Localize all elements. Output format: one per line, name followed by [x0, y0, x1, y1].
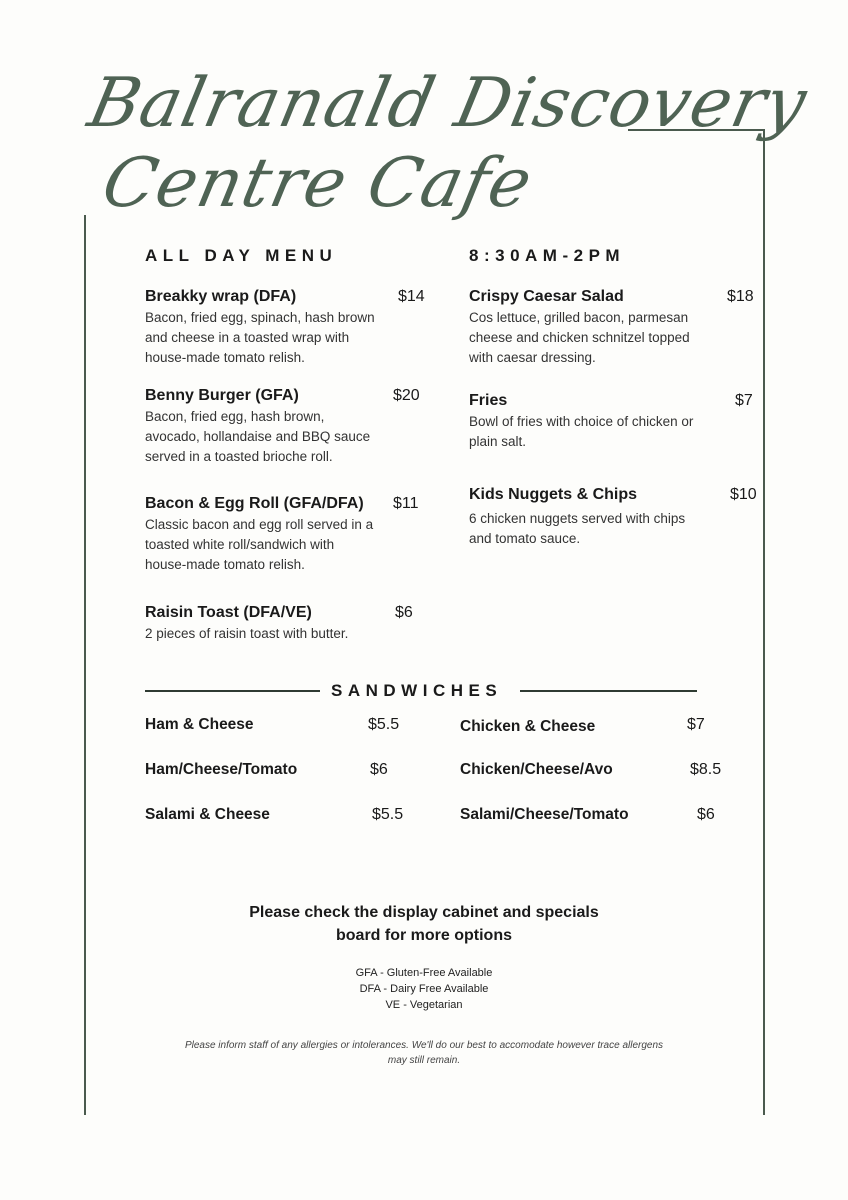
menu-item-name: Bacon & Egg Roll (GFA/DFA) — [145, 495, 364, 512]
sandwich-name: Salami/Cheese/Tomato — [460, 806, 629, 823]
menu-item-price: $10 — [730, 486, 757, 503]
all-day-menu-heading: ALL DAY MENU — [145, 246, 338, 265]
menu-item-description: Bacon, fried egg, hash brown, avocado, hollandaise and BBQ sauce served in a toasted brioche roll. — [145, 409, 371, 464]
menu-item-description: Classic bacon and egg roll served in a toasted white roll/sandwich with house-made tomato relish. — [145, 517, 374, 572]
sandwiches-rule-left — [145, 690, 320, 692]
sandwiches-rule-right — [520, 690, 697, 692]
menu-item-name: Crispy Caesar Salad — [469, 288, 624, 305]
sandwich-name: Chicken/Cheese/Avo — [460, 761, 613, 778]
sandwiches-heading: SANDWICHES — [331, 681, 503, 700]
menu-item-price: $6 — [395, 604, 413, 621]
menu-item-description: Bowl of fries with choice of chicken or plain salt. — [469, 414, 694, 449]
menu-item-description: Bacon, fried egg, spinach, hash brown and cheese in a toasted wrap with house-made tomato relish. — [145, 310, 375, 365]
allergy-note — [135, 1038, 713, 1068]
menu-item — [469, 391, 754, 452]
specials-notice — [200, 901, 648, 947]
sandwich-price: $6 — [697, 806, 715, 823]
menu-item — [469, 287, 754, 368]
sandwich-price: $6 — [370, 761, 388, 778]
legend-dfa: DFA - Dairy Free Available — [359, 983, 489, 995]
dietary-legend — [300, 965, 548, 1013]
allergy-note-line1: Please inform staff of any allergies or intolerances. We'll do our best to accomodate however trace allergens — [184, 1040, 664, 1051]
menu-item-description: Cos lettuce, grilled bacon, parmesan cheese and chicken schnitzel topped with caesar dressing. — [469, 310, 690, 365]
sandwich-price: $7 — [687, 716, 705, 733]
menu-item — [145, 287, 430, 368]
cafe-title-line1: Balranald Discovery — [81, 64, 814, 143]
specials-notice-line2: board for more options — [336, 927, 512, 944]
menu-item-price: $14 — [398, 288, 425, 305]
legend-gfa: GFA - Gluten-Free Available — [355, 967, 493, 979]
menu-item-price: $18 — [727, 288, 754, 305]
menu-item — [145, 494, 430, 575]
legend-ve: VE - Vegetarian — [385, 999, 463, 1011]
sandwich-name: Chicken & Cheese — [460, 718, 596, 735]
menu-item-name: Breakky wrap (DFA) — [145, 288, 297, 305]
menu-item-name: Raisin Toast (DFA/VE) — [145, 604, 312, 621]
frame-left-line — [84, 215, 86, 1115]
sandwich-price: $5.5 — [372, 806, 404, 823]
cafe-title-line2: Centre Cafe — [95, 144, 540, 223]
sandwich-name: Ham & Cheese — [145, 716, 254, 733]
menu-item-name: Fries — [469, 392, 508, 409]
menu-item-name: Benny Burger (GFA) — [145, 387, 299, 404]
menu-item-price: $20 — [393, 387, 420, 404]
sandwich-name: Salami & Cheese — [145, 806, 270, 823]
sandwich-price: $5.5 — [368, 716, 400, 733]
menu-item-price: $7 — [735, 392, 753, 409]
menu-item-description: 6 chicken nuggets served with chips and tomato sauce. — [469, 511, 686, 546]
menu-item-description: 2 pieces of raisin toast with butter. — [145, 626, 349, 641]
menu-item — [145, 386, 430, 467]
allergy-note-line2: may still remain. — [387, 1055, 461, 1066]
menu-item-name: Kids Nuggets & Chips — [469, 486, 638, 503]
menu-item — [145, 603, 430, 644]
frame-right-line — [763, 129, 765, 1115]
menu-item-price: $11 — [393, 495, 419, 512]
sandwich-price: $8.5 — [690, 761, 722, 778]
specials-notice-line1: Please check the display cabinet and specials — [249, 904, 599, 921]
sandwich-name: Ham/Cheese/Tomato — [145, 761, 298, 778]
hours-heading: 8:30AM-2PM — [469, 246, 626, 265]
menu-item — [469, 485, 757, 549]
